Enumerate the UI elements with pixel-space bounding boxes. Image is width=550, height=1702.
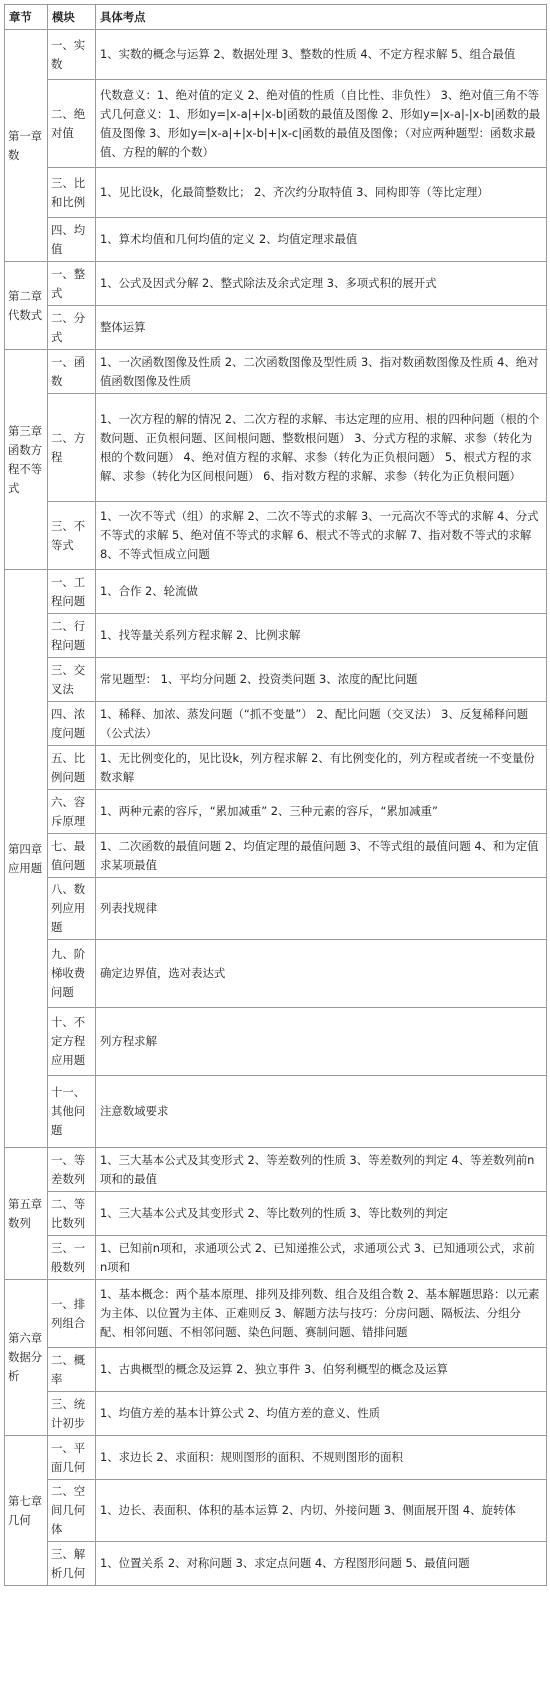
table-row — [5, 262, 547, 306]
chapter-cell: 第六章数据分析 — [5, 1280, 48, 1436]
module-cell: 三、一般数列 — [48, 1236, 96, 1280]
module-cell: 三、不等式 — [48, 502, 96, 570]
table-row — [5, 570, 547, 614]
points-cell: 1、古典概型的概念及运算 2、独立事件 3、伯努利概型的概念及运算 — [96, 1348, 547, 1392]
points-cell: 1、两种元素的容斥，“累加减重” 2、三种元素的容斥，“累加减重” — [96, 790, 547, 834]
table-row — [5, 1392, 547, 1436]
points-cell: 1、边长、表面积、体积的基本运算 2、内切、外接问题 3、侧面展开图 4、旋转体 — [96, 1480, 547, 1542]
module-cell: 九、阶梯收费问题 — [48, 940, 96, 1008]
points-cell: 1、三大基本公式及其变形式 2、等比数列的性质 3、等比数列的判定 — [96, 1192, 547, 1236]
header-module: 模块 — [48, 5, 96, 30]
table-row — [5, 1192, 547, 1236]
chapter-cell: 第七章几何 — [5, 1436, 48, 1586]
table-row — [5, 702, 547, 746]
points-cell: 1、无比例变化的，见比设k，列方程求解 2、有比例变化的，列方程或者统一不变量份数求解 — [96, 746, 547, 790]
table-row — [5, 790, 547, 834]
points-cell: 1、基本概念：两个基本原理、排列及排列数、组合及组合数 2、基本解题思路：以元素为主体、以位置为主体、正难则反 3、解题方法与技巧：分房问题、隔板法、分组分配、相邻问题、不相邻问题、染色问题、赛制问题、错排问题 — [96, 1280, 547, 1348]
table-row — [5, 746, 547, 790]
chapter-cell: 第一章数 — [5, 30, 48, 262]
table-row — [5, 1480, 547, 1542]
table-row — [5, 1236, 547, 1280]
table-row — [5, 834, 547, 878]
module-cell: 一、平面几何 — [48, 1436, 96, 1480]
table-body — [5, 30, 547, 1586]
module-cell: 六、容斥原理 — [48, 790, 96, 834]
table-row — [5, 1008, 547, 1076]
module-cell: 五、比例问题 — [48, 746, 96, 790]
points-cell: 代数意义：1、绝对值的定义 2、绝对值的性质（自比性、非负性） 3、绝对值三角不等式几何意义：1、形如y=|x-a|+|x-b|函数的最值及图像 2、形如y=|x-a|-|x-b|函数的最值及图像 3、形如y=|x-a|+|x-b|+|x-c|函数的最值及图像；（对应两种题型：函数求最值、方程的解的个数） — [96, 80, 547, 168]
chapter-cell: 第二章代数式 — [5, 262, 48, 350]
table-row — [5, 502, 547, 570]
header-points: 具体考点 — [96, 5, 547, 30]
module-cell: 七、最值问题 — [48, 834, 96, 878]
header-chapter: 章节 — [5, 5, 48, 30]
module-cell: 一、整式 — [48, 262, 96, 306]
points-cell: 1、二次函数的最值问题 2、均值定理的最值问题 3、不等式组的最值问题 4、和为定值求某项最值 — [96, 834, 547, 878]
module-cell: 十、不定方程应用题 — [48, 1008, 96, 1076]
module-cell: 十一、其他问题 — [48, 1076, 96, 1148]
table-row — [5, 1436, 547, 1480]
points-cell: 1、三大基本公式及其变形式 2、等差数列的性质 3、等差数列的判定 4、等差数列前n项和的最值 — [96, 1148, 547, 1192]
table-row — [5, 306, 547, 350]
points-cell: 注意数域要求 — [96, 1076, 547, 1148]
module-cell: 四、浓度问题 — [48, 702, 96, 746]
module-cell: 三、解析几何 — [48, 1542, 96, 1586]
chapter-cell: 第四章应用题 — [5, 570, 48, 1148]
table-row — [5, 218, 547, 262]
module-cell: 二、绝对值 — [48, 80, 96, 168]
module-cell: 一、排列组合 — [48, 1280, 96, 1348]
points-cell: 1、见比设k，化最简整数比； 2、齐次约分取特值 3、同构即等（等比定理） — [96, 168, 547, 218]
points-cell: 1、位置关系 2、对称问题 3、求定点问题 4、方程图形问题 5、最值问题 — [96, 1542, 547, 1586]
points-cell: 1、求边长 2、求面积：规则图形的面积、不规则图形的面积 — [96, 1436, 547, 1480]
module-cell: 二、等比数列 — [48, 1192, 96, 1236]
table-row — [5, 1542, 547, 1586]
syllabus-table — [4, 4, 547, 1586]
points-cell: 1、算术均值和几何均值的定义 2、均值定理求最值 — [96, 218, 547, 262]
chapter-cell: 第五章数列 — [5, 1148, 48, 1280]
table-row — [5, 614, 547, 658]
module-cell: 二、方程 — [48, 394, 96, 502]
points-cell: 1、一次方程的解的情况 2、二次方程的求解、韦达定理的应用、根的四种问题（根的个数问题、正负根问题、区间根问题、整数根问题） 3、分式方程的求解、求参（转化为根的个数问题） 4、绝对值方程的求解、求参（转化为正负根问题） 5、根式方程的求解、求参（转化为区间根问题） 6、指对数方程的求解、求参（转化为正负根问题） — [96, 394, 547, 502]
table-row — [5, 394, 547, 502]
points-cell: 常见题型： 1、平均分问题 2、投资类问题 3、浓度的配比问题 — [96, 658, 547, 702]
module-cell: 二、行程问题 — [48, 614, 96, 658]
module-cell: 一、等差数列 — [48, 1148, 96, 1192]
table-row — [5, 878, 547, 940]
module-cell: 二、分式 — [48, 306, 96, 350]
points-cell: 1、公式及因式分解 2、整式除法及余式定理 3、多项式积的展开式 — [96, 262, 547, 306]
table-row — [5, 1280, 547, 1348]
points-cell: 1、稀释、加浓、蒸发问题（“抓不变量”） 2、配比问题（交叉法） 3、反复稀释问题（公式法） — [96, 702, 547, 746]
points-cell: 1、实数的概念与运算 2、数据处理 3、整数的性质 4、不定方程求解 5、组合最值 — [96, 30, 547, 80]
points-cell: 1、找等量关系列方程求解 2、比例求解 — [96, 614, 547, 658]
points-cell: 1、一次函数图像及性质 2、二次函数图像及型性质 3、指对数函数图像及性质 4、绝对值函数图像及性质 — [96, 350, 547, 394]
module-cell: 二、空间几何体 — [48, 1480, 96, 1542]
module-cell: 三、比和比例 — [48, 168, 96, 218]
points-cell: 确定边界值，选对表达式 — [96, 940, 547, 1008]
table-row — [5, 350, 547, 394]
module-cell: 三、统计初步 — [48, 1392, 96, 1436]
points-cell: 1、已知前n项和，求通项公式 2、已知递推公式，求通项公式 3、已知通项公式，求前n项和 — [96, 1236, 547, 1280]
table-row — [5, 80, 547, 168]
chapter-cell: 第三章函数方程不等式 — [5, 350, 48, 570]
table-row — [5, 940, 547, 1008]
module-cell: 一、函数 — [48, 350, 96, 394]
points-cell: 列表找规律 — [96, 878, 547, 940]
table-row — [5, 1076, 547, 1148]
points-cell: 1、均值方差的基本计算公式 2、均值方差的意义、性质 — [96, 1392, 547, 1436]
module-cell: 三、交叉法 — [48, 658, 96, 702]
table-row — [5, 168, 547, 218]
module-cell: 八、数列应用题 — [48, 878, 96, 940]
table-row — [5, 1348, 547, 1392]
module-cell: 二、概率 — [48, 1348, 96, 1392]
module-cell: 一、实数 — [48, 30, 96, 80]
table-row — [5, 658, 547, 702]
table-row — [5, 30, 547, 80]
table-row — [5, 1148, 547, 1192]
points-cell: 1、合作 2、轮流做 — [96, 570, 547, 614]
points-cell: 1、一次不等式（组）的求解 2、二次不等式的求解 3、一元高次不等式的求解 4、分式不等式的求解 5、绝对值不等式的求解 6、根式不等式的求解 7、指对数不等式的求解 8、不等式恒成立问题 — [96, 502, 547, 570]
points-cell: 整体运算 — [96, 306, 547, 350]
header-row — [5, 5, 547, 30]
module-cell: 四、均值 — [48, 218, 96, 262]
points-cell: 列方程求解 — [96, 1008, 547, 1076]
module-cell: 一、工程问题 — [48, 570, 96, 614]
